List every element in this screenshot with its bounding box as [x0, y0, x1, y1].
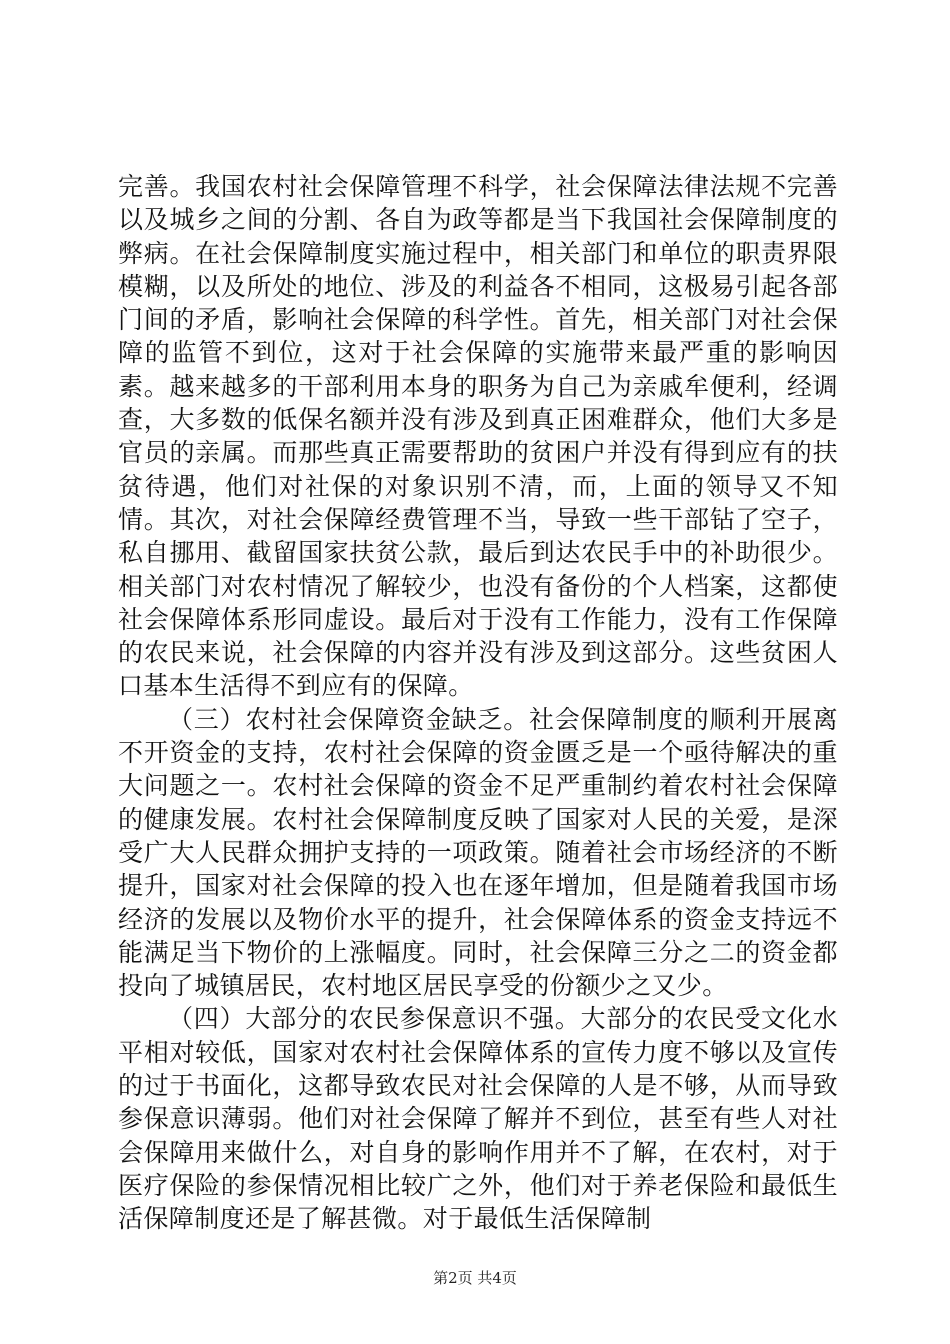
paragraph-section-4: （四）大部分的农民参保意识不强。大部分的农民受文化水平相对较低，国家对农村社会保障体系的宣传力度不够以及宣传的过于书面化，这都导致农民对社会保障的人是不够，从而导致参保意识薄弱。他们对社会保障了解并不到位，甚至有些人对社会保障用来做什么，对自身的影响作用并不了解，在农村，对于医疗保险的参保情况相比较广之外，他们对于养老保险和最低生活保障制度还是了解甚微。对于最低生活保障制: [118, 1004, 838, 1234]
body-text: [118, 170, 838, 1236]
page-footer: 第2页 共4页: [433, 1269, 517, 1287]
paragraph-section-3: （三）农村社会保障资金缺乏。社会保障制度的顺利开展离不开资金的支持，农村社会保障的资金匮乏是一个亟待解决的重大问题之一。农村社会保障的资金不足严重制约着农村社会保障的健康发展。农村社会保障制度反映了国家对人民的关爱，是深受广大人民群众拥护支持的一项政策。随着社会市场经济的不断提升，国家对社会保障的投入也在逐年增加，但是随着我国市场经济的发展以及物价水平的提升，社会保障体系的资金支持远不能满足当下物价的上涨幅度。同时，社会保障三分之二的资金都投向了城镇居民，农村地区居民享受的份额少之又少。: [118, 704, 838, 1001]
paragraph-continuation: 完善。我国农村社会保障管理不科学，社会保障法律法规不完善以及城乡之间的分割、各自为政等都是当下我国社会保障制度的弊病。在社会保障制度实施过程中，相关部门和单位的职责界限模糊，以及所处的地位、涉及的利益各不相同，这极易引起各部门间的矛盾，影响社会保障的科学性。首先，相关部门对社会保障的监管不到位，这对于社会保障的实施带来最严重的影响因素。越来越多的干部利用本身的职务为自己为亲戚牟便利，经调查，大多数的低保名额并没有涉及到真正困难群众，他们大多是官员的亲属。而那些真正需要帮助的贫困户并没有得到应有的扶贫待遇，他们对社保的对象识别不清，而，上面的领导又不知情。其次，对社会保障经费管理不当，导致一些干部钻了空子，私自挪用、截留国家扶贫公款，最后到达农民手中的补助很少。相关部门对农村情况了解较少，也没有备份的个人档案，这都使社会保障体系形同虚设。最后对于没有工作能力，没有工作保障的农民来说，社会保障的内容并没有涉及到这部分。这些贫困人口基本生活得不到应有的保障。: [118, 172, 838, 701]
